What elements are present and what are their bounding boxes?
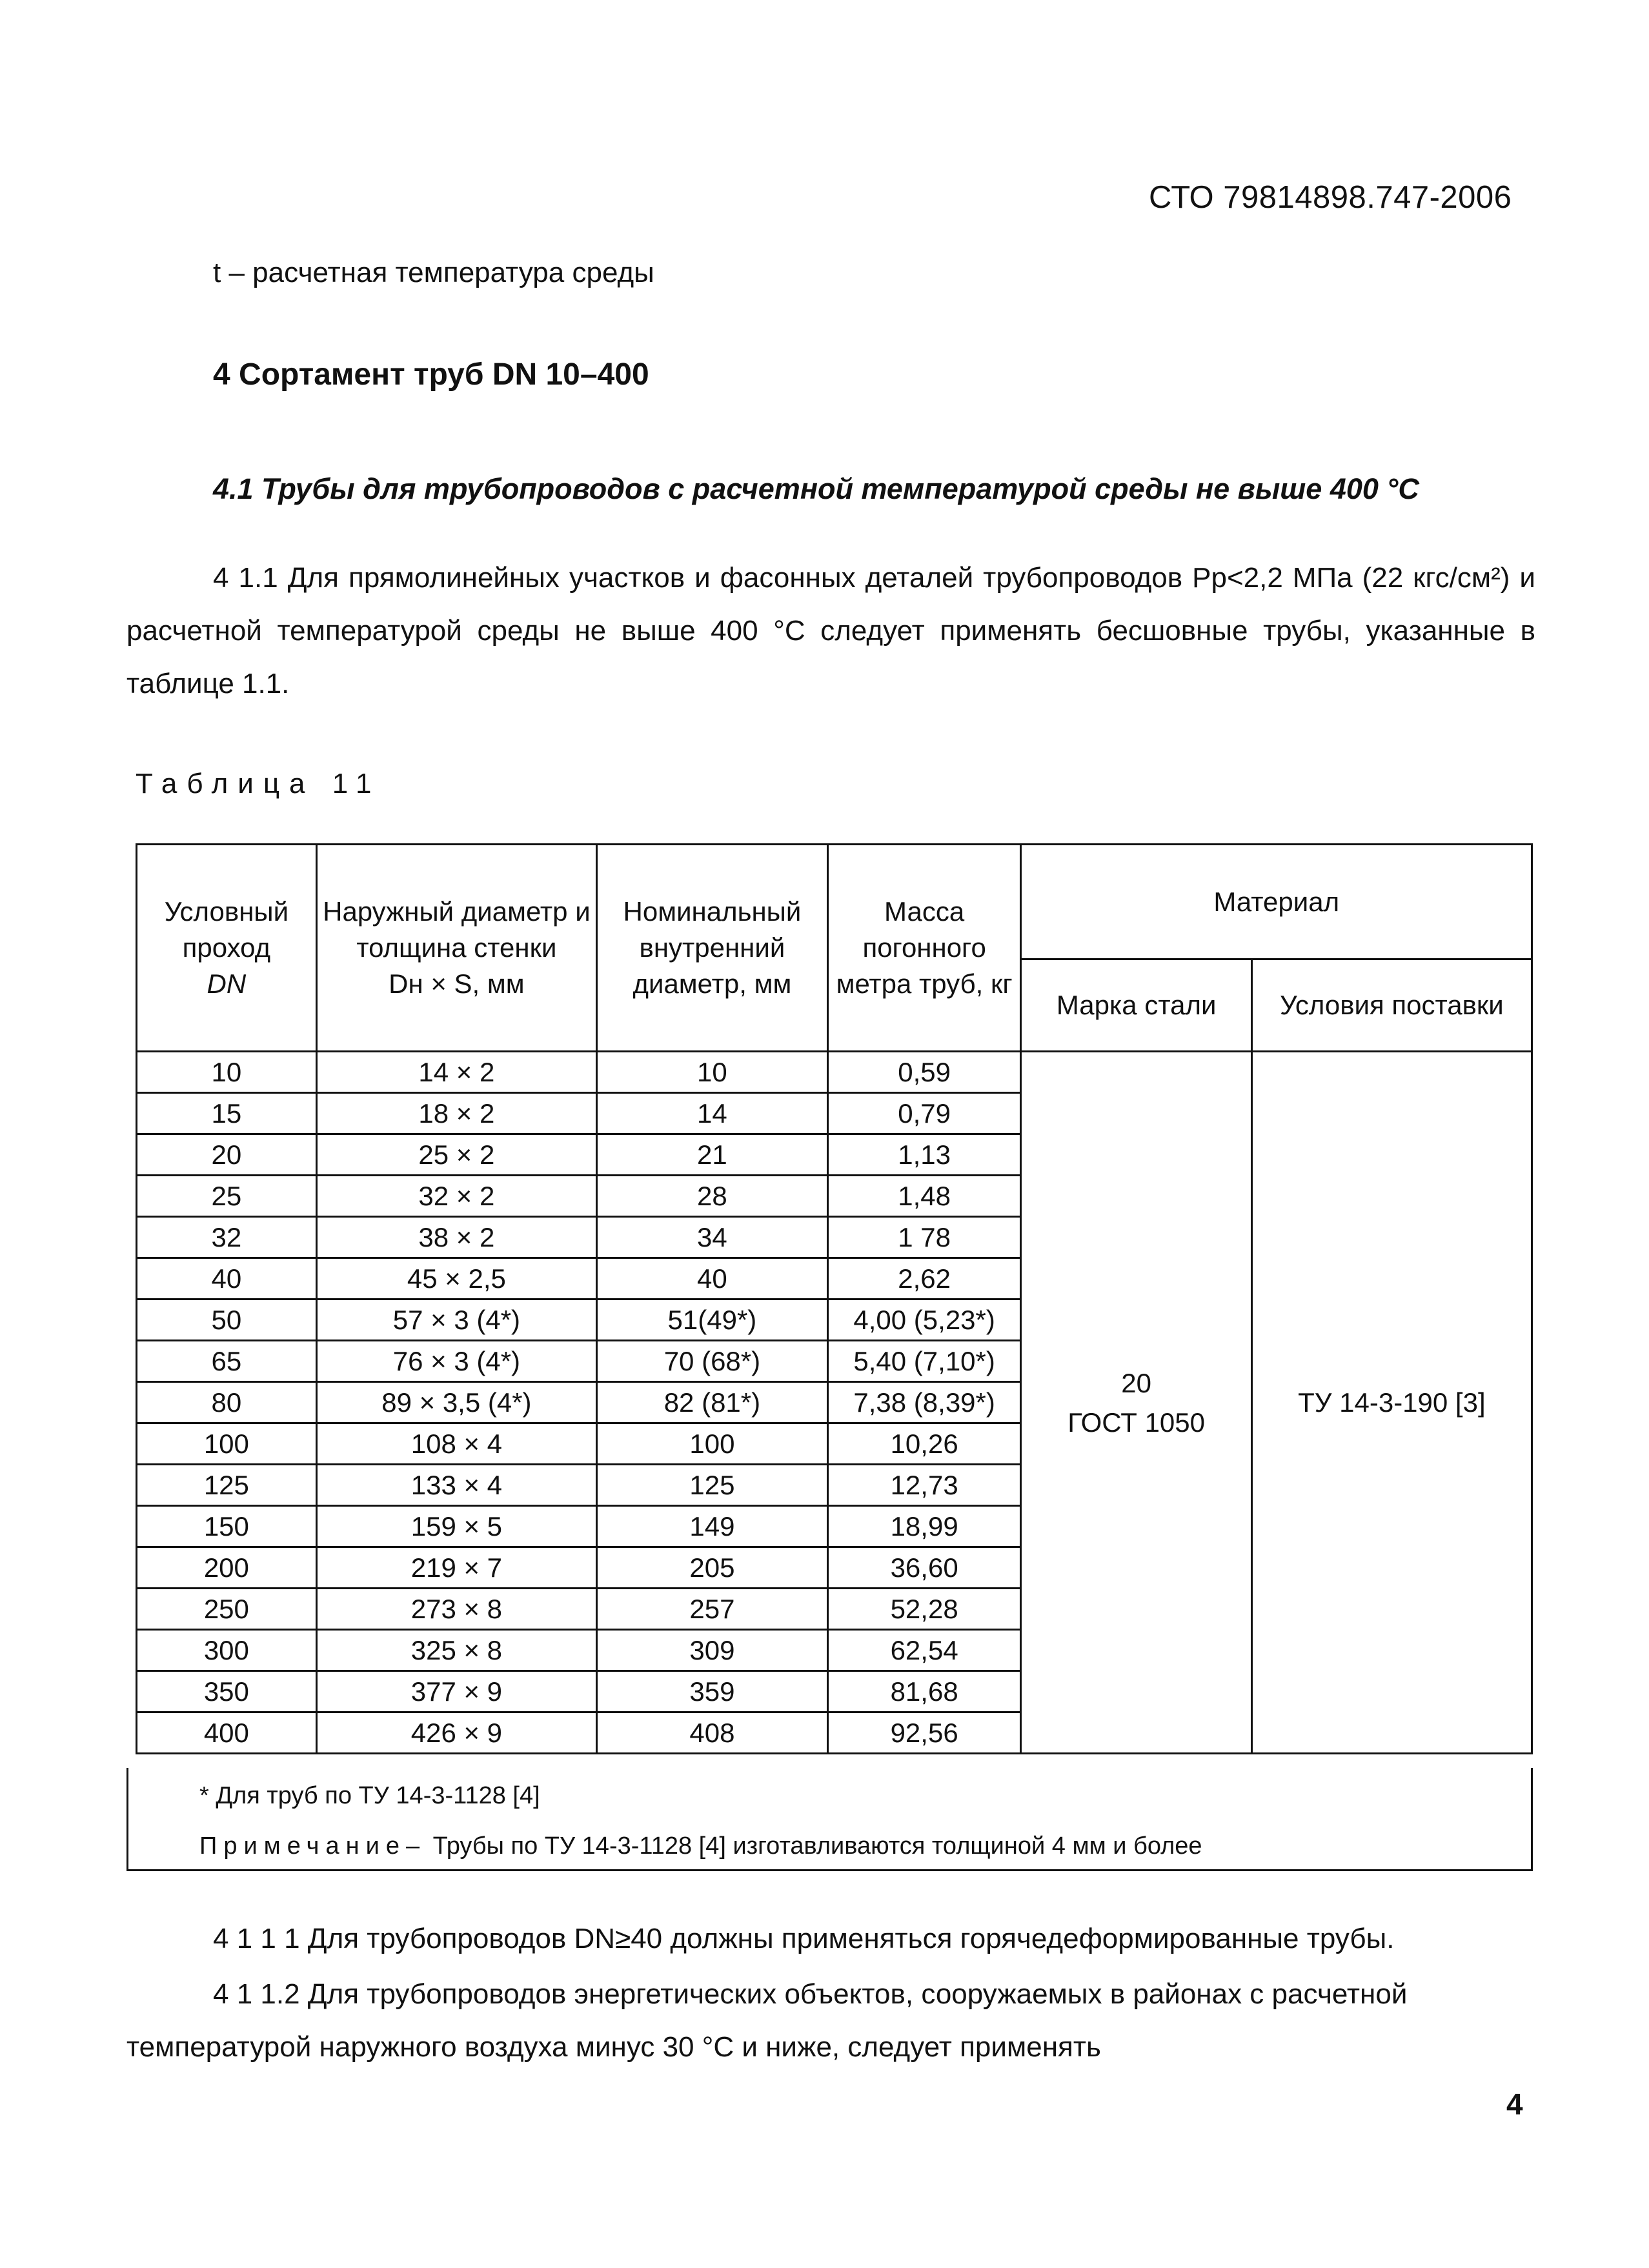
header-inner-diameter	[597, 845, 828, 1052]
cell-dn: 32	[137, 1217, 317, 1258]
cell-dn: 15	[137, 1093, 317, 1134]
steel-grade-value: 20	[1121, 1367, 1151, 1398]
cell-inner-diameter: 359	[597, 1671, 828, 1712]
cell-inner-diameter: 14	[597, 1093, 828, 1134]
cell-outer-diameter: 133 × 4	[316, 1465, 596, 1506]
cell-outer-diameter: 108 × 4	[316, 1423, 596, 1465]
cell-outer-diameter: 45 × 2,5	[316, 1258, 596, 1300]
cell-mass: 18,99	[827, 1506, 1021, 1547]
cell-dn: 350	[137, 1671, 317, 1712]
paragraph-4-1-1-2-line2: температурой наружного воздуха минус 30 °С и ниже, следует применять	[126, 2031, 1101, 2063]
cell-mass: 4,00 (5,23*)	[827, 1300, 1021, 1341]
section-title: 4 Сортамент труб DN 10–400	[213, 357, 649, 392]
cell-dn: 50	[137, 1300, 317, 1341]
paragraph-4-1-1: 4 1.1 Для прямолинейных участков и фасонных деталей трубопроводов Рр<2,2 МПа (22 кгс/см²) и расчетной температурой среды не выше 400 °С следует применять бесшовные трубы, указанные в таблице 1.1.	[126, 562, 1535, 699]
cell-outer-diameter: 32 × 2	[316, 1176, 596, 1217]
pipe-sortament-table	[136, 843, 1533, 1754]
cell-outer-diameter: 38 × 2	[316, 1217, 596, 1258]
cell-inner-diameter: 40	[597, 1258, 828, 1300]
header-steel-grade: Марка стали	[1021, 959, 1251, 1052]
cell-dn: 80	[137, 1382, 317, 1423]
table-header-row	[137, 845, 1532, 959]
table-row	[137, 1052, 1532, 1093]
header-dn	[137, 845, 317, 1052]
cell-dn: 10	[137, 1052, 317, 1093]
cell-mass: 1,48	[827, 1176, 1021, 1217]
table-note	[199, 1832, 1202, 1860]
cell-inner-diameter: 125	[597, 1465, 828, 1506]
cell-dn: 200	[137, 1547, 317, 1589]
cell-mass: 0,59	[827, 1052, 1021, 1093]
cell-outer-diameter: 273 × 8	[316, 1589, 596, 1630]
paragraph-4-1-1-2-line1: 4 1 1.2 Для трубопроводов энергетических объектов, сооружаемых в районах с расчетной	[213, 1978, 1408, 2010]
cell-dn: 300	[137, 1630, 317, 1671]
cell-inner-diameter: 82 (81*)	[597, 1382, 828, 1423]
cell-mass: 12,73	[827, 1465, 1021, 1506]
cell-inner-diameter: 21	[597, 1134, 828, 1176]
cell-mass: 7,38 (8,39*)	[827, 1382, 1021, 1423]
cell-inner-diameter: 257	[597, 1589, 828, 1630]
header-inner-label: Номинальный внутренний диаметр, мм	[623, 896, 802, 999]
header-mass	[827, 845, 1021, 1052]
note-label: Примечание–	[199, 1832, 427, 1860]
cell-dn: 20	[137, 1134, 317, 1176]
cell-inner-diameter: 408	[597, 1712, 828, 1754]
cell-outer-diameter: 76 × 3 (4*)	[316, 1341, 596, 1382]
header-outer-units: Dн × S, мм	[389, 968, 525, 999]
cell-dn: 150	[137, 1506, 317, 1547]
header-dn-symbol: DN	[207, 968, 247, 999]
cell-outer-diameter: 14 × 2	[316, 1052, 596, 1093]
cell-dn: 40	[137, 1258, 317, 1300]
cell-dn: 25	[137, 1176, 317, 1217]
cell-dn: 125	[137, 1465, 317, 1506]
cell-inner-diameter: 51(49*)	[597, 1300, 828, 1341]
cell-inner-diameter: 28	[597, 1176, 828, 1217]
cell-mass: 0,79	[827, 1093, 1021, 1134]
cell-supply-conditions: ТУ 14-3-190 [3]	[1251, 1052, 1532, 1754]
cell-mass: 52,28	[827, 1589, 1021, 1630]
steel-grade-standard: ГОСТ 1050	[1067, 1407, 1205, 1438]
cell-mass: 1 78	[827, 1217, 1021, 1258]
cell-inner-diameter: 70 (68*)	[597, 1341, 828, 1382]
document-code: СТО 79814898.747-2006	[1149, 180, 1512, 215]
note-text: Трубы по ТУ 14-3-1128 [4] изготавливаются толщиной 4 мм и более	[426, 1832, 1202, 1860]
cell-dn: 100	[137, 1423, 317, 1465]
table-footnote: * Для труб по ТУ 14-3-1128 [4]	[199, 1782, 540, 1809]
cell-dn: 65	[137, 1341, 317, 1382]
cell-mass: 2,62	[827, 1258, 1021, 1300]
cell-outer-diameter: 25 × 2	[316, 1134, 596, 1176]
header-outer-label: Наружный диаметр и толщина стенки	[323, 896, 591, 963]
header-mass-label: Масса погонного метра труб, кг	[836, 896, 1013, 999]
cell-outer-diameter: 325 × 8	[316, 1630, 596, 1671]
cell-mass: 10,26	[827, 1423, 1021, 1465]
cell-mass: 1,13	[827, 1134, 1021, 1176]
cell-mass: 36,60	[827, 1547, 1021, 1589]
header-dn-label: Условный проход	[164, 896, 289, 963]
cell-mass: 81,68	[827, 1671, 1021, 1712]
cell-dn: 250	[137, 1589, 317, 1630]
cell-inner-diameter: 149	[597, 1506, 828, 1547]
page-number: 4	[1506, 2087, 1523, 2121]
cell-inner-diameter: 205	[597, 1547, 828, 1589]
cell-outer-diameter: 18 × 2	[316, 1093, 596, 1134]
subsection-title: 4.1 Трубы для трубопроводов с расчетной температурой среды не выше 400 °С	[213, 472, 1419, 505]
cell-outer-diameter: 57 × 3 (4*)	[316, 1300, 596, 1341]
paragraph-4-1-1-1: 4 1 1 1 Для трубопроводов DN≥40 должны применяться горячедеформированные трубы.	[213, 1923, 1395, 1954]
cell-inner-diameter: 100	[597, 1423, 828, 1465]
cell-outer-diameter: 159 × 5	[316, 1506, 596, 1547]
table-notes	[126, 1768, 1533, 1871]
header-supply-conditions: Условия поставки	[1251, 959, 1532, 1052]
cell-inner-diameter: 10	[597, 1052, 828, 1093]
cell-steel-grade	[1021, 1052, 1251, 1754]
cell-inner-diameter: 34	[597, 1217, 828, 1258]
cell-outer-diameter: 89 × 3,5 (4*)	[316, 1382, 596, 1423]
cell-outer-diameter: 426 × 9	[316, 1712, 596, 1754]
cell-inner-diameter: 309	[597, 1630, 828, 1671]
cell-outer-diameter: 377 × 9	[316, 1671, 596, 1712]
cell-mass: 5,40 (7,10*)	[827, 1341, 1021, 1382]
cell-dn: 400	[137, 1712, 317, 1754]
cell-mass: 62,54	[827, 1630, 1021, 1671]
cell-mass: 92,56	[827, 1712, 1021, 1754]
header-outer-diameter	[316, 845, 596, 1052]
variable-definition: t – расчетная температура среды	[213, 257, 654, 288]
table-caption: Таблица 11	[136, 768, 381, 799]
header-material: Материал	[1021, 845, 1532, 959]
cell-outer-diameter: 219 × 7	[316, 1547, 596, 1589]
